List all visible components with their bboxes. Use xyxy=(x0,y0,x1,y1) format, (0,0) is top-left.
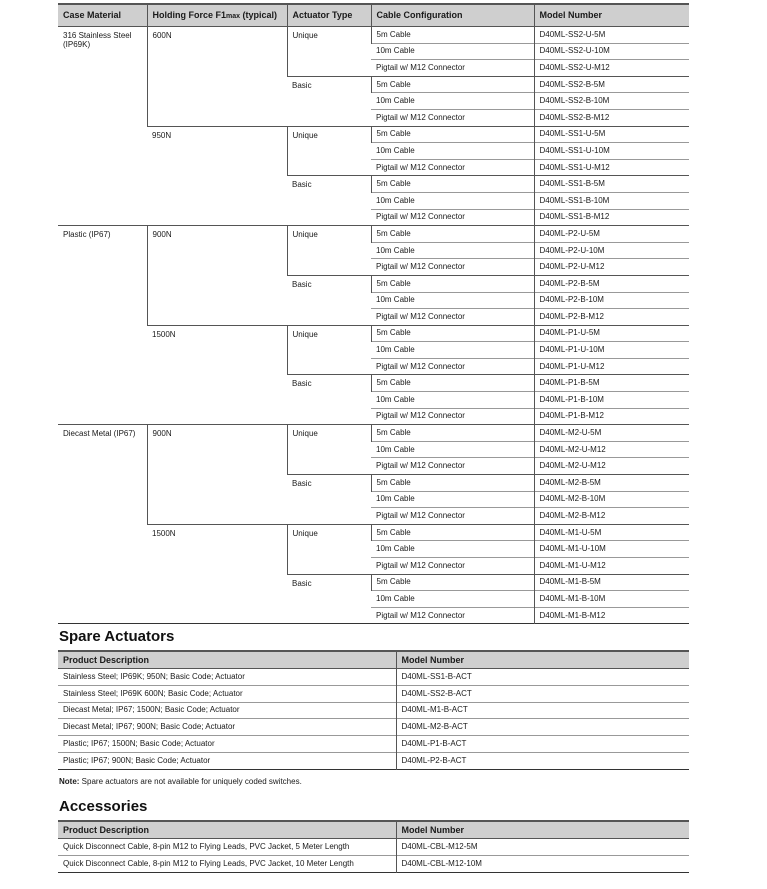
cable-configuration-cell: 10m Cable xyxy=(371,242,534,259)
table-row xyxy=(58,27,689,44)
model-number-cell: D40ML-SS2-U-10M xyxy=(534,43,689,60)
actuator-type-cell: Unique xyxy=(287,425,371,475)
actuator-type-cell: Basic xyxy=(287,375,371,425)
cable-configuration-cell: 10m Cable xyxy=(371,342,534,359)
cable-configuration-cell: Pigtail w/ M12 Connector xyxy=(371,309,534,326)
header-model-number: Model Number xyxy=(396,821,689,839)
header-product-description: Product Description xyxy=(58,821,396,839)
product-description-cell: Stainless Steel; IP69K; 950N; Basic Code; Actuator xyxy=(63,671,245,681)
cable-configuration-cell: 5m Cable xyxy=(371,574,534,591)
cable-configuration-cell: Pigtail w/ M12 Connector xyxy=(371,558,534,575)
model-number-cell: D40ML-CBL-M12-10M xyxy=(396,856,689,873)
cable-configuration-cell: 5m Cable xyxy=(371,475,534,492)
header-model-number: Model Number xyxy=(396,651,689,669)
actuator-type-cell: Unique xyxy=(287,226,371,276)
model-number-cell: D40ML-P1-U-5M xyxy=(534,325,689,342)
model-number-cell: D40ML-SS1-B-10M xyxy=(534,192,689,209)
model-number-cell: D40ML-SS1-B-5M xyxy=(534,176,689,193)
header-model-number: Model Number xyxy=(534,4,689,27)
model-number-cell: D40ML-SS1-B-M12 xyxy=(534,209,689,226)
actuator-type-cell: Unique xyxy=(287,325,371,375)
spare-actuators-header xyxy=(58,651,689,669)
cable-configuration-cell: 10m Cable xyxy=(371,591,534,608)
cable-configuration-cell: Pigtail w/ M12 Connector xyxy=(371,109,534,126)
model-number-cell: D40ML-P1-U-M12 xyxy=(534,358,689,375)
actuator-type-cell: Unique xyxy=(287,27,371,77)
model-number-cell: D40ML-P2-B-5M xyxy=(534,275,689,292)
table-row xyxy=(58,752,689,769)
model-number-cell: D40ML-P1-B-5M xyxy=(534,375,689,392)
cable-configuration-cell: 10m Cable xyxy=(371,93,534,110)
product-description-cell: Diecast Metal; IP67; 900N; Basic Code; Actuator xyxy=(58,719,396,736)
model-number-cell: D40ML-CBL-M12-5M xyxy=(396,839,689,856)
actuator-type-cell: Basic xyxy=(287,475,371,525)
cable-configuration-cell: 10m Cable xyxy=(371,541,534,558)
case-material-cell: Plastic (IP67) xyxy=(58,226,147,425)
actuator-type-cell: Basic xyxy=(287,76,371,126)
product-description-cell: Plastic; IP67; 1500N; Basic Code; Actuator xyxy=(58,736,396,753)
model-number-cell: D40ML-P1-B-ACT xyxy=(396,736,689,753)
table-row xyxy=(58,226,689,243)
spare-actuators-heading: Spare Actuators xyxy=(59,628,175,645)
model-number-cell: D40ML-SS1-U-M12 xyxy=(534,159,689,176)
holding-force-cell: 900N xyxy=(147,425,287,525)
cable-configuration-cell: 5m Cable xyxy=(371,226,534,243)
model-number-cell: D40ML-M2-B-5M xyxy=(534,475,689,492)
holding-force-cell: 900N xyxy=(147,226,287,326)
spare-actuators-note: Note: Spare actuators are not available for uniquely coded switches. xyxy=(59,777,302,786)
model-number-cell: D40ML-M1-B-M12 xyxy=(534,607,689,624)
header-product-description: Product Description xyxy=(58,651,396,669)
model-number-cell: D40ML-M1-U-5M xyxy=(534,524,689,541)
model-number-cell: D40ML-SS2-B-ACT xyxy=(396,685,689,702)
case-material-cell: 316 Stainless Steel (IP69K) xyxy=(63,31,132,49)
cable-configuration-cell: 10m Cable xyxy=(371,491,534,508)
cable-configuration-cell: 10m Cable xyxy=(371,392,534,409)
model-number-cell: D40ML-M2-B-ACT xyxy=(396,719,689,736)
model-number-cell: D40ML-M1-B-ACT xyxy=(396,702,689,719)
cable-configuration-cell: Pigtail w/ M12 Connector xyxy=(371,508,534,525)
accessories-table xyxy=(58,820,689,873)
cable-configuration-cell: Pigtail w/ M12 Connector xyxy=(371,159,534,176)
table-row xyxy=(58,702,689,719)
cable-configuration-cell: 10m Cable xyxy=(371,441,534,458)
model-number-cell: D40ML-M1-B-10M xyxy=(534,591,689,608)
model-number-cell: D40ML-P1-U-10M xyxy=(534,342,689,359)
actuator-type-cell: Basic xyxy=(287,275,371,325)
case-material-cell: Diecast Metal (IP67) xyxy=(58,425,147,624)
cable-configuration-cell: 10m Cable xyxy=(371,292,534,309)
model-number-cell: D40ML-P2-U-5M xyxy=(534,226,689,243)
header-case-material: Case Material xyxy=(58,4,147,27)
model-number-cell: D40ML-M2-U-5M xyxy=(534,425,689,442)
cable-configuration-cell: Pigtail w/ M12 Connector xyxy=(371,358,534,375)
model-number-cell: D40ML-P2-B-10M xyxy=(534,292,689,309)
holding-force-cell: 600N xyxy=(147,27,287,127)
cable-configuration-cell: Pigtail w/ M12 Connector xyxy=(371,458,534,475)
header-actuator-type: Actuator Type xyxy=(287,4,371,27)
cable-configuration-cell: 5m Cable xyxy=(371,375,534,392)
model-number-cell: D40ML-M2-U-M12 xyxy=(534,458,689,475)
accessories-header xyxy=(58,821,689,839)
model-number-cell: D40ML-P2-B-ACT xyxy=(396,752,689,769)
model-number-cell: D40ML-M1-U-10M xyxy=(534,541,689,558)
model-number-cell: D40ML-SS2-U-M12 xyxy=(534,60,689,77)
cable-configuration-cell: 5m Cable xyxy=(371,275,534,292)
model-number-cell: D40ML-SS2-B-5M xyxy=(534,76,689,93)
model-number-cell: D40ML-M2-U-M12 xyxy=(534,441,689,458)
cable-configuration-cell: 10m Cable xyxy=(371,43,534,60)
table-row xyxy=(58,425,689,442)
cable-configuration-cell: 5m Cable xyxy=(371,325,534,342)
table-row xyxy=(58,719,689,736)
table-row xyxy=(58,856,689,873)
cable-configuration-cell: Pigtail w/ M12 Connector xyxy=(371,607,534,624)
model-number-cell: D40ML-M1-U-M12 xyxy=(534,558,689,575)
cable-configuration-cell: 5m Cable xyxy=(371,76,534,93)
product-description-cell: Quick Disconnect Cable, 8-pin M12 to Flying Leads, PVC Jacket, 10 Meter Length xyxy=(58,856,396,873)
cable-configuration-cell: Pigtail w/ M12 Connector xyxy=(371,259,534,276)
cable-configuration-cell: Pigtail w/ M12 Connector xyxy=(371,408,534,425)
actuator-type-cell: Basic xyxy=(287,176,371,226)
cable-configuration-cell: 5m Cable xyxy=(371,524,534,541)
table-row xyxy=(58,669,689,686)
cable-configuration-cell: 10m Cable xyxy=(371,143,534,160)
model-number-cell: D40ML-M1-B-5M xyxy=(534,574,689,591)
actuator-type-cell: Unique xyxy=(287,524,371,574)
holding-force-cell: 950N xyxy=(147,126,287,226)
model-number-cell: D40ML-SS1-B-ACT xyxy=(396,669,689,686)
cable-configuration-cell: 5m Cable xyxy=(371,27,534,44)
model-number-cell: D40ML-P1-B-M12 xyxy=(534,408,689,425)
cable-configuration-cell: 5m Cable xyxy=(371,176,534,193)
table-row xyxy=(58,685,689,702)
actuator-type-cell: Unique xyxy=(287,126,371,176)
holding-force-cell: 1500N xyxy=(147,325,287,425)
cable-configuration-cell: 10m Cable xyxy=(371,192,534,209)
header-cable-configuration: Cable Configuration xyxy=(371,4,534,27)
model-number-cell: D40ML-M2-B-M12 xyxy=(534,508,689,525)
header-holding-force: Holding Force F1max (typical) xyxy=(147,4,287,27)
model-number-cell: D40ML-SS2-B-10M xyxy=(534,93,689,110)
model-number-cell: D40ML-P1-B-10M xyxy=(534,392,689,409)
table-row xyxy=(58,126,689,143)
table-row xyxy=(58,839,689,856)
actuator-type-cell: Basic xyxy=(287,574,371,624)
accessories-heading: Accessories xyxy=(59,798,148,815)
model-number-cell: D40ML-SS2-U-5M xyxy=(534,27,689,44)
product-description-cell: Diecast Metal; IP67; 1500N; Basic Code; Actuator xyxy=(58,702,396,719)
cable-configuration-cell: Pigtail w/ M12 Connector xyxy=(371,209,534,226)
model-number-cell: D40ML-SS1-U-5M xyxy=(534,126,689,143)
model-table xyxy=(58,3,689,624)
spare-actuators-table xyxy=(58,650,689,770)
product-description-cell: Quick Disconnect Cable, 8-pin M12 to Flying Leads, PVC Jacket, 5 Meter Length xyxy=(63,842,350,851)
cable-configuration-cell: 5m Cable xyxy=(371,126,534,143)
table-row xyxy=(58,524,689,541)
product-description-cell: Plastic; IP67; 900N; Basic Code; Actuator xyxy=(58,752,396,769)
product-description-cell: Stainless Steel; IP69K 600N; Basic Code; Actuator xyxy=(58,685,396,702)
table-row xyxy=(58,736,689,753)
model-number-cell: D40ML-P2-B-M12 xyxy=(534,309,689,326)
table-row xyxy=(58,325,689,342)
holding-force-cell: 1500N xyxy=(147,524,287,624)
model-number-cell: D40ML-P2-U-M12 xyxy=(534,259,689,276)
cable-configuration-cell: 5m Cable xyxy=(371,425,534,442)
model-number-cell: D40ML-SS2-B-M12 xyxy=(534,109,689,126)
model-number-cell: D40ML-P2-U-10M xyxy=(534,242,689,259)
model-number-cell: D40ML-SS1-U-10M xyxy=(534,143,689,160)
model-number-cell: D40ML-M2-B-10M xyxy=(534,491,689,508)
model-table-header xyxy=(58,4,689,27)
cable-configuration-cell: Pigtail w/ M12 Connector xyxy=(371,60,534,77)
